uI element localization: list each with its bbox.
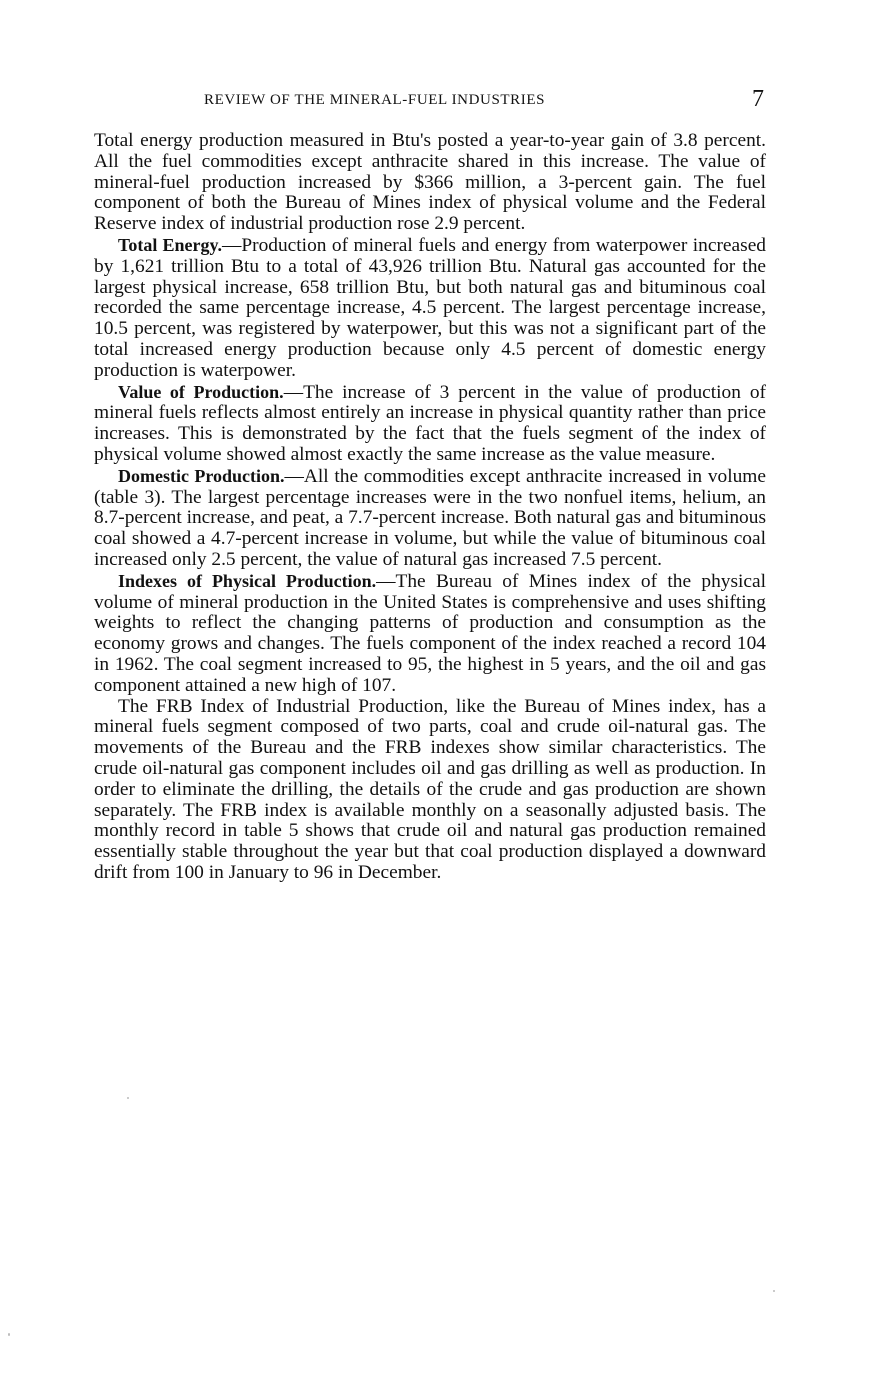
paragraph-value-of-production: [94, 382, 766, 466]
paragraph-text: —The Bureau of Mines index of the physical volume of mineral production in the United States is comprehensive and uses shifting weights to reflect the changing patterns of production and consumption as the economy grows and changes. The fuels component of the index reached a record 104 in 1962. The coal segment increased to 95, the highest in 5 years, and the oil and gas component attained a new high of 107.: [94, 570, 766, 696]
paragraph-text: —Production of mineral fuels and energy from waterpower increased by 1,621 trillion Btu to a total of 43,926 trillion Btu. Natural gas accounted for the largest physical increase, 658 trillion Btu, but both natural gas and bituminous coal recorded the same percentage increase, 4.5 percent. The largest percentage increase, 10.5 percent, was registered by waterpower, but this was not a significant part of the total increased energy production because only 4.5 percent of domestic energy production is waterpower.: [94, 234, 766, 381]
paragraph-text: —The increase of 3 percent in the value of production of mineral fuels reflects almost entirely an increase in physical quantity rather than price increases. This is demonstrated by the fact that the fuels segment of the index of physical volume showed almost exactly the same increase as the value measure.: [94, 381, 766, 465]
paragraph-total-energy: [94, 235, 766, 382]
body-text: [94, 131, 766, 884]
page-number: 7: [752, 86, 764, 112]
paper-speck: [8, 1333, 10, 1336]
paper-speck: [127, 1097, 129, 1099]
run-in-heading: Value of Production.: [118, 381, 284, 402]
paragraph-text: —All the commodities except anthracite increased in volume (table 3). The largest percentage increases were in the two nonfuel items, helium, an 8.7-percent increase, and peat, a 7.7-percent increase. Both natural gas and bituminous coal showed a 4.7-percent increase in volume, but while the value of bituminous coal increased only 2.5 percent, the value of natural gas increased 7.5 percent.: [94, 465, 766, 570]
run-in-heading: Indexes of Physical Production.: [118, 570, 377, 591]
run-in-heading: Total Energy.: [118, 234, 222, 255]
run-in-heading: Domestic Production.: [118, 465, 285, 486]
paragraph-text: Total energy production measured in Btu's posted a year-to-year gain of 3.8 percent. All the fuel commodities except anthracite shared in this increase. The value of mineral-fuel production increased by $366 million, a 3-percent gain. The fuel component of both the Bureau of Mines index of physical volume and the Federal Reserve index of industrial production rose 2.9 percent.: [94, 130, 766, 235]
paper-speck: [773, 1290, 775, 1292]
paragraph-text: The FRB Index of Industrial Production, like the Bureau of Mines index, has a mineral fuels segment composed of two parts, coal and crude oil-natural gas. The movements of the Bureau and the FRB indexes show similar characteristics. The crude oil-natural gas component includes oil and gas drilling as well as production. In order to eliminate the drilling, the details of the crude and gas production are shown separately. The FRB index is available monthly on a seasonally adjusted basis. The monthly record in table 5 shows that crude oil and natural gas production remained essentially stable throughout the year but that coal production displayed a downward drift from 100 in January to 96 in December.: [94, 695, 766, 883]
running-title: REVIEW OF THE MINERAL-FUEL INDUSTRIES: [204, 92, 546, 108]
running-head: [94, 86, 766, 114]
paragraph-domestic-production: [94, 466, 766, 571]
paragraph-indexes: [94, 571, 766, 697]
paragraph-intro: [94, 131, 766, 235]
paragraph-frb-index: [94, 697, 766, 884]
